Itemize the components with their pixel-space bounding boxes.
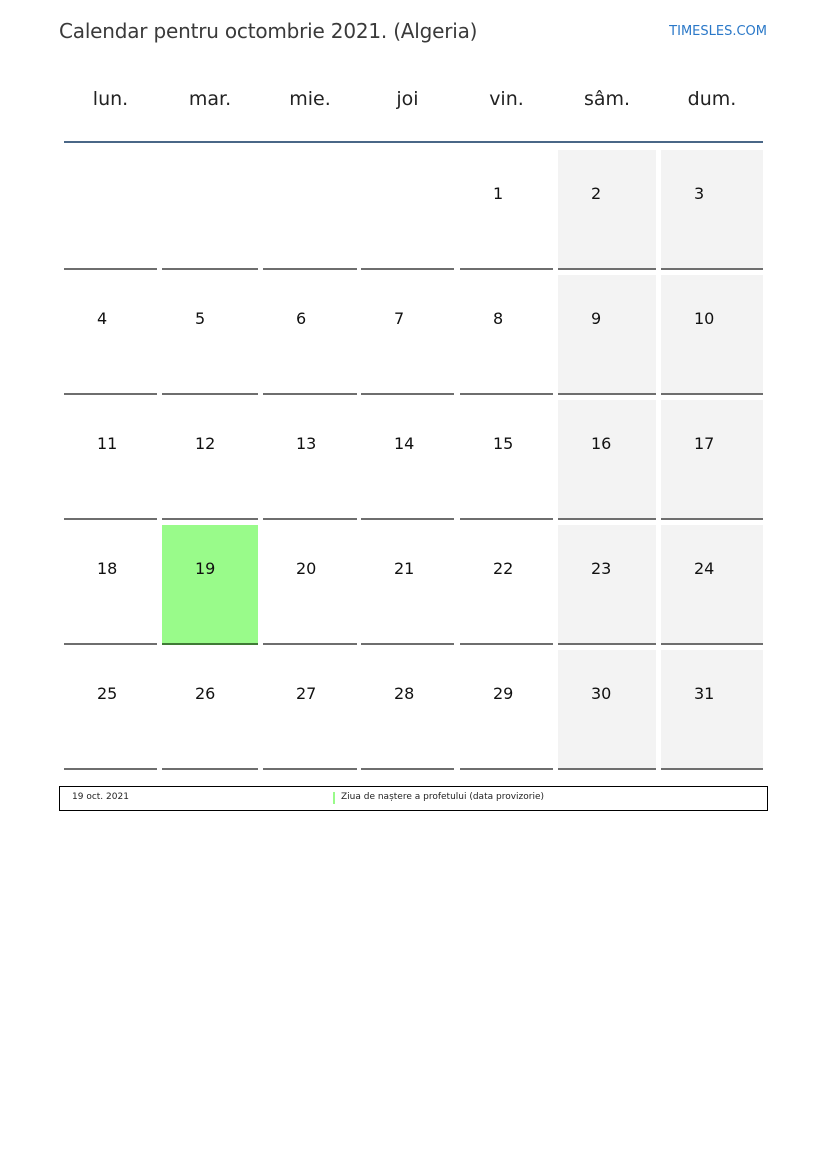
day-cell[interactable] — [558, 650, 656, 770]
day-number: 20 — [296, 559, 317, 578]
day-number: 7 — [394, 309, 405, 328]
header-divider — [64, 141, 763, 143]
day-number: 21 — [394, 559, 415, 578]
day-cell[interactable] — [263, 275, 357, 395]
cell-bottom-rule — [263, 268, 357, 270]
day-number: 19 — [195, 559, 216, 578]
cell-bottom-rule — [460, 393, 553, 395]
cell-bottom-rule — [558, 768, 656, 770]
day-number: 11 — [97, 434, 118, 453]
day-cell[interactable] — [661, 525, 763, 645]
cell-bottom-rule — [263, 393, 357, 395]
cell-bottom-rule — [460, 268, 553, 270]
cell-bottom-rule — [460, 518, 553, 520]
day-number: 3 — [694, 184, 705, 203]
weekday-wed: mie. — [289, 88, 331, 110]
day-cell[interactable] — [361, 275, 454, 395]
cell-bottom-rule — [558, 268, 656, 270]
legend-holiday-date: 19 oct. 2021 — [72, 792, 129, 802]
day-cell[interactable] — [361, 525, 454, 645]
day-cell[interactable] — [361, 650, 454, 770]
cell-bottom-rule — [661, 643, 763, 645]
day-number: 27 — [296, 684, 317, 703]
day-cell[interactable] — [162, 400, 258, 520]
day-number: 6 — [296, 309, 307, 328]
day-number: 9 — [591, 309, 602, 328]
day-number: 30 — [591, 684, 612, 703]
day-number: 10 — [694, 309, 715, 328]
day-number: 15 — [493, 434, 514, 453]
day-number: 12 — [195, 434, 216, 453]
cell-bottom-rule — [361, 768, 454, 770]
day-number: 4 — [97, 309, 108, 328]
day-number: 24 — [694, 559, 715, 578]
day-cell[interactable] — [460, 525, 553, 645]
weekday-tue: mar. — [188, 88, 232, 110]
day-cell[interactable] — [661, 275, 763, 395]
cell-bottom-rule — [263, 518, 357, 520]
day-cell[interactable] — [661, 650, 763, 770]
weekday-header-row — [64, 88, 763, 122]
day-number: 22 — [493, 559, 514, 578]
cell-bottom-rule — [162, 393, 258, 395]
day-cell[interactable] — [263, 525, 357, 645]
day-number: 25 — [97, 684, 118, 703]
day-cell[interactable] — [64, 650, 157, 770]
day-number: 14 — [394, 434, 415, 453]
day-number: 5 — [195, 309, 206, 328]
day-cell[interactable] — [661, 400, 763, 520]
day-cell[interactable] — [558, 275, 656, 395]
day-cell[interactable] — [661, 150, 763, 270]
day-cell[interactable] — [64, 400, 157, 520]
legend-holiday-name: Ziua de naștere a profetului (data provizorie) — [341, 792, 545, 802]
weekday-fri: vin. — [489, 88, 524, 110]
page-title: Calendar pentru octombrie 2021. (Algeria) — [59, 19, 478, 43]
day-cell[interactable] — [558, 150, 656, 270]
day-number: 1 — [493, 184, 504, 203]
day-number: 26 — [195, 684, 216, 703]
day-number: 31 — [694, 684, 715, 703]
weekday-mon: lun. — [92, 88, 129, 110]
cell-bottom-rule — [460, 643, 553, 645]
day-number: 28 — [394, 684, 415, 703]
cell-bottom-rule — [361, 518, 454, 520]
cell-bottom-rule — [162, 643, 258, 645]
day-cell[interactable] — [162, 275, 258, 395]
cell-bottom-rule — [361, 393, 454, 395]
day-cell[interactable] — [460, 150, 553, 270]
day-cell[interactable] — [460, 275, 553, 395]
day-cell[interactable] — [162, 650, 258, 770]
empty-day-cell — [162, 150, 258, 270]
weekday-thu: joi — [396, 88, 419, 110]
cell-bottom-rule — [162, 268, 258, 270]
cell-bottom-rule — [661, 393, 763, 395]
cell-bottom-rule — [558, 393, 656, 395]
day-cell[interactable] — [64, 525, 157, 645]
weekday-sat: sâm. — [583, 88, 631, 110]
brand-link[interactable]: TIMESLES.COM — [669, 24, 767, 39]
cell-bottom-rule — [64, 268, 157, 270]
day-number: 23 — [591, 559, 612, 578]
cell-bottom-rule — [661, 518, 763, 520]
day-number: 13 — [296, 434, 317, 453]
day-number: 2 — [591, 184, 602, 203]
holiday-day-cell[interactable] — [162, 525, 258, 645]
holiday-legend — [59, 786, 768, 811]
cell-bottom-rule — [263, 768, 357, 770]
day-number: 18 — [97, 559, 118, 578]
cell-bottom-rule — [361, 643, 454, 645]
cell-bottom-rule — [263, 643, 357, 645]
day-number: 29 — [493, 684, 514, 703]
day-cell[interactable] — [263, 400, 357, 520]
day-cell[interactable] — [64, 275, 157, 395]
empty-day-cell — [263, 150, 357, 270]
day-cell[interactable] — [558, 525, 656, 645]
cell-bottom-rule — [64, 768, 157, 770]
weekday-sun: dum. — [687, 88, 737, 110]
day-number: 8 — [493, 309, 504, 328]
cell-bottom-rule — [460, 768, 553, 770]
empty-day-cell — [64, 150, 157, 270]
empty-day-cell — [361, 150, 454, 270]
cell-bottom-rule — [162, 768, 258, 770]
cell-bottom-rule — [558, 643, 656, 645]
day-cell[interactable] — [460, 400, 553, 520]
day-cell[interactable] — [263, 650, 357, 770]
cell-bottom-rule — [661, 268, 763, 270]
day-number: 17 — [694, 434, 715, 453]
day-cell[interactable] — [460, 650, 553, 770]
cell-bottom-rule — [661, 768, 763, 770]
day-cell[interactable] — [558, 400, 656, 520]
cell-bottom-rule — [558, 518, 656, 520]
cell-bottom-rule — [64, 518, 157, 520]
cell-bottom-rule — [64, 393, 157, 395]
legend-color-swatch — [333, 792, 335, 804]
day-cell[interactable] — [361, 400, 454, 520]
day-number: 16 — [591, 434, 612, 453]
cell-bottom-rule — [64, 643, 157, 645]
cell-bottom-rule — [162, 518, 258, 520]
cell-bottom-rule — [361, 268, 454, 270]
